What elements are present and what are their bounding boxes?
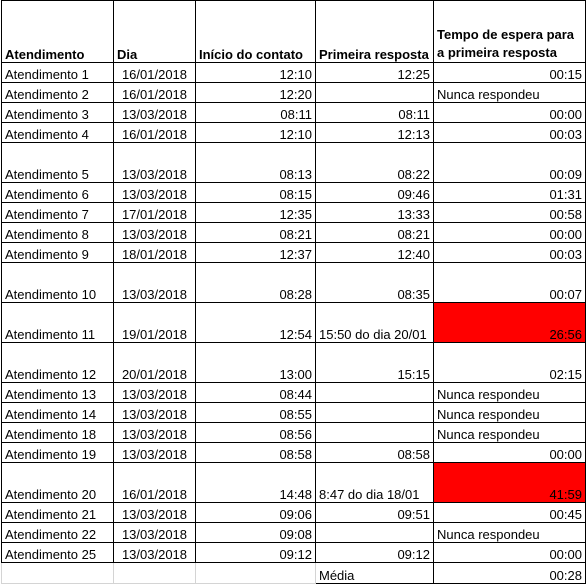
cell-inicio[interactable]: 12:10 — [196, 63, 316, 83]
table-row — [2, 123, 586, 143]
cell-dia[interactable]: 18/01/2018 — [114, 243, 196, 263]
table-row — [2, 103, 586, 123]
table-row — [2, 343, 586, 383]
cell-dia[interactable]: 13/03/2018 — [114, 183, 196, 203]
cell-atendimento[interactable]: Atendimento 11 — [2, 303, 114, 343]
cell-atendimento[interactable]: Atendimento 2 — [2, 83, 114, 103]
cell-primeira[interactable] — [316, 83, 434, 103]
cell-tempo[interactable]: Nunca respondeu — [434, 83, 586, 103]
cell-tempo[interactable]: 01:31 — [434, 183, 586, 203]
cell-tempo[interactable]: 00:00 — [434, 103, 586, 123]
cell-tempo[interactable]: 00:15 — [434, 63, 586, 83]
table-row — [2, 403, 586, 423]
cell-dia[interactable]: 13/03/2018 — [114, 403, 196, 423]
cell-atendimento[interactable]: Atendimento 13 — [2, 383, 114, 403]
cell-primeira[interactable]: 12:13 — [316, 123, 434, 143]
cell-primeira[interactable]: 09:46 — [316, 183, 434, 203]
cell-tempo[interactable]: Nunca respondeu — [434, 523, 586, 543]
cell-primeira[interactable]: 08:21 — [316, 223, 434, 243]
table-row — [2, 223, 586, 243]
header-atendimento[interactable]: Atendimento — [2, 1, 114, 63]
cell-atendimento[interactable]: Atendimento 14 — [2, 403, 114, 423]
cell-tempo[interactable]: 26:56 — [434, 303, 586, 343]
cell-tempo[interactable]: 00:58 — [434, 203, 586, 223]
table-row — [2, 543, 586, 563]
cell-inicio[interactable]: 12:10 — [196, 123, 316, 143]
cell-tempo[interactable]: 02:15 — [434, 343, 586, 383]
cell-tempo[interactable]: 00:45 — [434, 503, 586, 523]
cell-inicio[interactable]: 12:35 — [196, 203, 316, 223]
summary-label[interactable]: Média — [316, 563, 434, 584]
cell-atendimento[interactable]: Atendimento 25 — [2, 543, 114, 563]
cell-atendimento[interactable]: Atendimento 22 — [2, 523, 114, 543]
cell-tempo[interactable]: 00:03 — [434, 123, 586, 143]
table-row — [2, 63, 586, 83]
cell-dia[interactable]: 13/03/2018 — [114, 423, 196, 443]
cell-tempo[interactable]: 00:00 — [434, 223, 586, 243]
cell-atendimento[interactable]: Atendimento 8 — [2, 223, 114, 243]
cell-inicio[interactable]: 12:54 — [196, 303, 316, 343]
cell-dia[interactable]: 13/03/2018 — [114, 143, 196, 183]
cell-atendimento[interactable]: Atendimento 5 — [2, 143, 114, 183]
cell-dia[interactable]: 13/03/2018 — [114, 223, 196, 243]
cell-atendimento[interactable]: Atendimento 7 — [2, 203, 114, 223]
cell-atendimento[interactable]: Atendimento 18 — [2, 423, 114, 443]
cell-primeira[interactable]: 13:33 — [316, 203, 434, 223]
cell-tempo[interactable]: Nunca respondeu — [434, 403, 586, 423]
cell-dia[interactable]: 16/01/2018 — [114, 123, 196, 143]
cell-primeira[interactable]: 08:58 — [316, 443, 434, 463]
cell-primeira[interactable]: 12:40 — [316, 243, 434, 263]
cell-primeira[interactable]: 09:12 — [316, 543, 434, 563]
cell-inicio[interactable]: 12:37 — [196, 243, 316, 263]
cell-dia[interactable]: 16/01/2018 — [114, 463, 196, 503]
cell-atendimento[interactable]: Atendimento 9 — [2, 243, 114, 263]
cell-primeira[interactable]: 09:51 — [316, 503, 434, 523]
cell-inicio[interactable]: 12:20 — [196, 83, 316, 103]
cell-primeira[interactable] — [316, 523, 434, 543]
table-row — [2, 423, 586, 443]
cell-inicio[interactable]: 08:28 — [196, 263, 316, 303]
cell-inicio[interactable]: 09:12 — [196, 543, 316, 563]
cell-inicio[interactable]: 08:11 — [196, 103, 316, 123]
cell-dia[interactable]: 13/03/2018 — [114, 263, 196, 303]
cell-inicio[interactable]: 09:06 — [196, 503, 316, 523]
summary-row — [2, 563, 586, 584]
cell-tempo[interactable]: 00:07 — [434, 263, 586, 303]
cell-primeira[interactable]: 08:35 — [316, 263, 434, 303]
cell-tempo[interactable]: 41:59 — [434, 463, 586, 503]
cell-atendimento[interactable]: Atendimento 1 — [2, 63, 114, 83]
cell-tempo[interactable]: 00:00 — [434, 443, 586, 463]
cell-atendimento[interactable]: Atendimento 12 — [2, 343, 114, 383]
cell-atendimento[interactable]: Atendimento 6 — [2, 183, 114, 203]
header-row — [2, 1, 586, 63]
summary-value[interactable]: 00:28 — [434, 563, 586, 584]
header-primeira[interactable]: Primeira resposta — [316, 1, 434, 63]
cell-dia[interactable]: 13/03/2018 — [114, 503, 196, 523]
cell-primeira[interactable]: 08:22 — [316, 143, 434, 183]
attendance-table — [1, 0, 586, 584]
header-dia[interactable]: Dia — [114, 1, 196, 63]
cell-primeira[interactable] — [316, 403, 434, 423]
cell-dia[interactable]: 13/03/2018 — [114, 383, 196, 403]
cell-tempo[interactable]: 00:03 — [434, 243, 586, 263]
cell-inicio[interactable]: 08:56 — [196, 423, 316, 443]
cell-atendimento[interactable]: Atendimento 10 — [2, 263, 114, 303]
cell-dia[interactable]: 13/03/2018 — [114, 523, 196, 543]
blank-cell[interactable] — [196, 563, 316, 584]
table-row — [2, 383, 586, 403]
cell-inicio[interactable]: 08:13 — [196, 143, 316, 183]
cell-dia[interactable]: 19/01/2018 — [114, 303, 196, 343]
table-row — [2, 463, 586, 503]
cell-dia[interactable]: 13/03/2018 — [114, 443, 196, 463]
cell-atendimento[interactable]: Atendimento 19 — [2, 443, 114, 463]
cell-primeira[interactable] — [316, 383, 434, 403]
blank-cell[interactable] — [2, 563, 114, 584]
table-row — [2, 243, 586, 263]
cell-inicio[interactable]: 08:44 — [196, 383, 316, 403]
cell-primeira[interactable]: 08:11 — [316, 103, 434, 123]
blank-cell[interactable] — [114, 563, 196, 584]
cell-inicio[interactable]: 13:00 — [196, 343, 316, 383]
cell-atendimento[interactable]: Atendimento 3 — [2, 103, 114, 123]
cell-atendimento[interactable]: Atendimento 21 — [2, 503, 114, 523]
cell-dia[interactable]: 20/01/2018 — [114, 343, 196, 383]
table-row — [2, 83, 586, 103]
cell-inicio[interactable]: 08:21 — [196, 223, 316, 243]
cell-atendimento[interactable]: Atendimento 20 — [2, 463, 114, 503]
cell-inicio[interactable]: 08:15 — [196, 183, 316, 203]
table-row — [2, 443, 586, 463]
table-row — [2, 523, 586, 543]
cell-dia[interactable]: 13/03/2018 — [114, 103, 196, 123]
cell-dia[interactable]: 13/03/2018 — [114, 543, 196, 563]
cell-dia[interactable]: 16/01/2018 — [114, 63, 196, 83]
table-row — [2, 263, 586, 303]
table-row — [2, 143, 586, 183]
cell-atendimento[interactable]: Atendimento 4 — [2, 123, 114, 143]
cell-dia[interactable]: 16/01/2018 — [114, 83, 196, 103]
header-inicio[interactable]: Início do contato — [196, 1, 316, 63]
table-row — [2, 503, 586, 523]
table-body — [2, 63, 586, 563]
cell-primeira[interactable]: 8:47 do dia 18/01 — [316, 463, 434, 503]
cell-tempo[interactable]: 00:09 — [434, 143, 586, 183]
cell-tempo[interactable]: 00:00 — [434, 543, 586, 563]
cell-primeira[interactable]: 12:25 — [316, 63, 434, 83]
cell-inicio[interactable]: 14:48 — [196, 463, 316, 503]
table-row — [2, 303, 586, 343]
cell-tempo[interactable]: Nunca respondeu — [434, 383, 586, 403]
table-row — [2, 183, 586, 203]
table-row — [2, 203, 586, 223]
header-tempo[interactable]: Tempo de espera para a primeira resposta — [434, 1, 586, 63]
cell-primeira[interactable]: 15:15 — [316, 343, 434, 383]
cell-inicio[interactable]: 09:08 — [196, 523, 316, 543]
cell-primeira[interactable] — [316, 423, 434, 443]
cell-inicio[interactable]: 08:55 — [196, 403, 316, 423]
cell-inicio[interactable]: 08:58 — [196, 443, 316, 463]
cell-tempo[interactable]: Nunca respondeu — [434, 423, 586, 443]
cell-dia[interactable]: 17/01/2018 — [114, 203, 196, 223]
cell-primeira[interactable]: 15:50 do dia 20/01 — [316, 303, 434, 343]
